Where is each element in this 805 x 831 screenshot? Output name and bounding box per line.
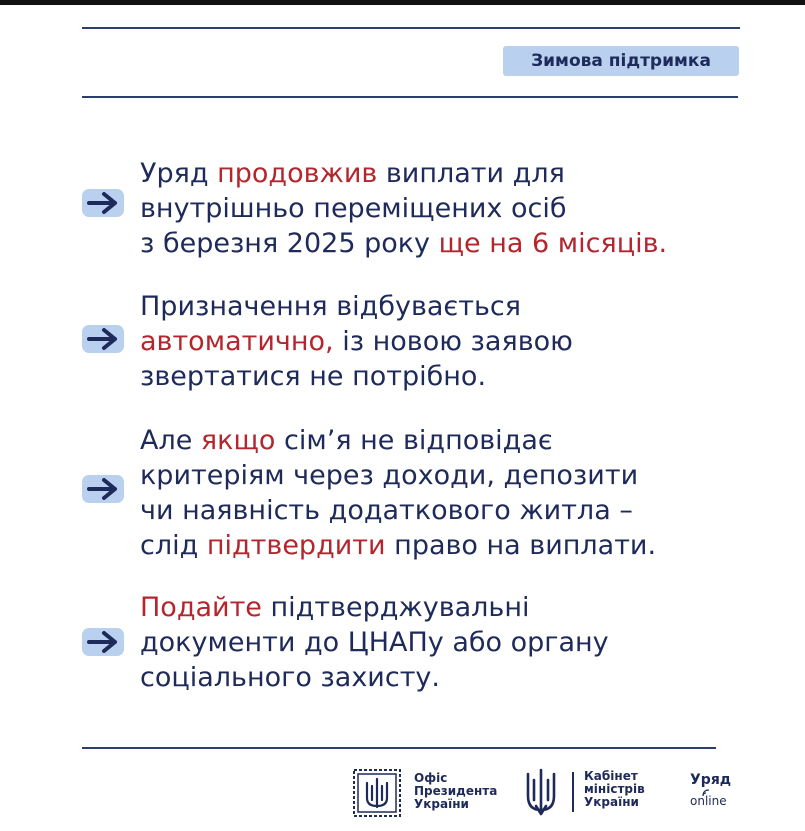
text-line: Подайте підтверджувальні bbox=[140, 592, 530, 623]
uryad-title: Уряд bbox=[690, 772, 732, 788]
arrow-right-icon bbox=[82, 475, 124, 503]
item-text bbox=[140, 156, 667, 261]
logo-separator bbox=[572, 772, 574, 812]
uryad-online-logo bbox=[690, 772, 750, 812]
cabinet-ministers-logo bbox=[524, 766, 664, 818]
text-line: документи до ЦНАПу або органу bbox=[140, 627, 609, 658]
trident-icon bbox=[524, 768, 558, 816]
text-line: слід підтвердити право на виплати. bbox=[140, 530, 657, 561]
text-line: чи наявність додаткового житла – bbox=[140, 495, 633, 526]
text-line: Уряд продовжив виплати для bbox=[140, 158, 565, 189]
text-line: Призначення відбувається bbox=[140, 291, 521, 322]
item-text bbox=[140, 590, 609, 695]
topic-tag: Зимова підтримка bbox=[503, 46, 739, 76]
item-text bbox=[140, 289, 573, 394]
text-line: соціального захисту. bbox=[140, 662, 440, 693]
text-line: критеріям через доходи, депозити bbox=[140, 460, 639, 491]
uryad-subtitle: online bbox=[690, 794, 727, 808]
cabinet-ministers-text: Кабінет міністрів України bbox=[584, 769, 645, 809]
footer-rule bbox=[82, 747, 716, 749]
arrow-right-icon bbox=[82, 189, 124, 217]
text-line: з березня 2025 року ще на 6 місяців. bbox=[140, 228, 668, 259]
item-text bbox=[140, 423, 656, 563]
arrow-right-icon bbox=[82, 628, 124, 656]
office-president-logo bbox=[352, 768, 502, 818]
office-president-text: Офіс Президента України bbox=[414, 771, 498, 811]
text-line: автоматично, із новою заявою bbox=[140, 326, 573, 357]
text-line: Але якщо сім’я не відповідає bbox=[140, 425, 553, 456]
top-border bbox=[0, 0, 805, 5]
header-rule-top bbox=[82, 27, 740, 29]
arrow-right-icon bbox=[82, 325, 124, 353]
text-line: звертатися не потрібно. bbox=[140, 361, 487, 392]
text-line: внутрішньо переміщених осіб bbox=[140, 193, 567, 224]
trident-emblem-icon bbox=[352, 768, 402, 818]
header-rule-bottom bbox=[82, 96, 738, 98]
